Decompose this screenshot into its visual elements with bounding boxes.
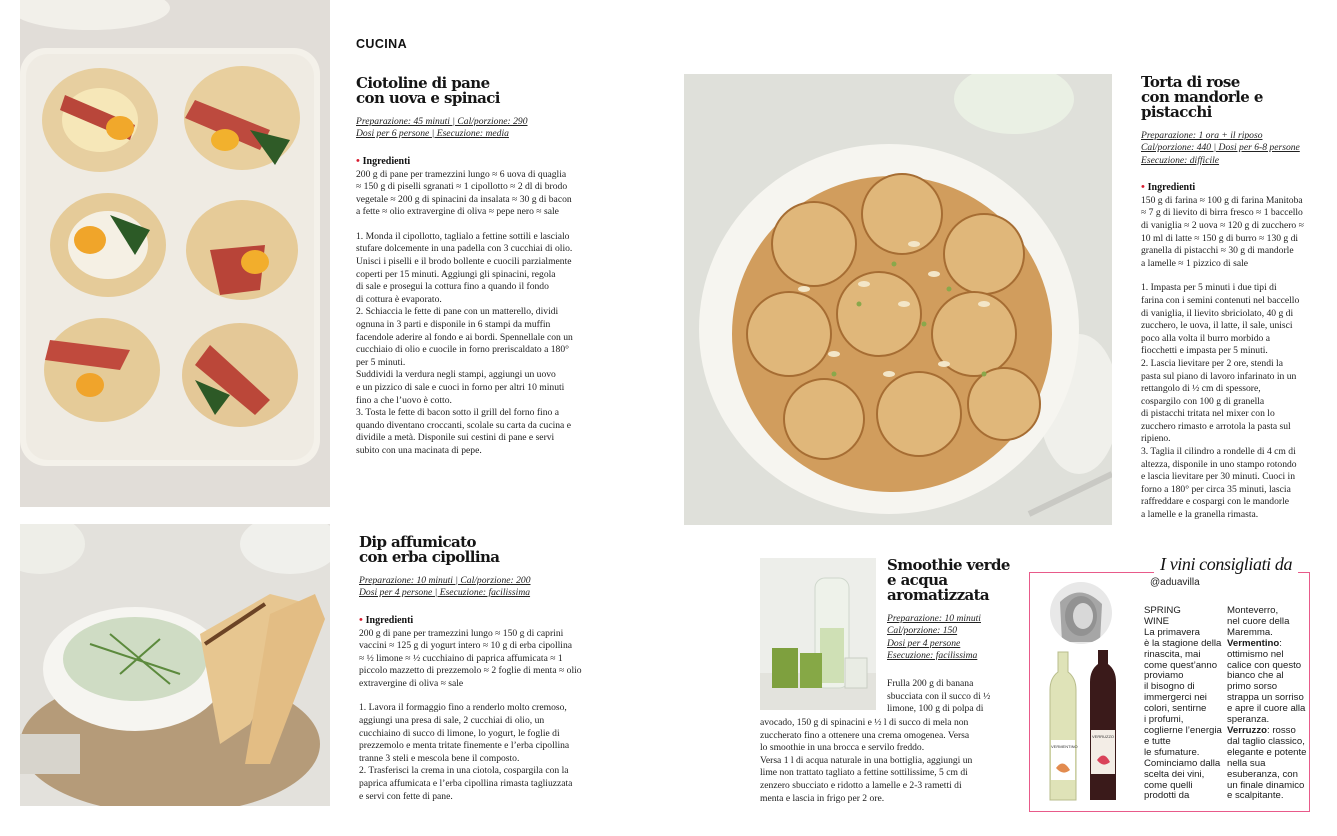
step-line: facendole aderire al fondo e ai bordi. Spennellale con un [356,331,573,343]
recipe-title-line: con mandorle e pistacchi [1141,88,1263,121]
wine-line: come quelli [1144,779,1193,791]
wine-line: Cominciamo dalla [1144,757,1221,769]
wine-line: il bisogno di [1144,681,1195,693]
section-label: CUCINA [356,37,408,51]
wine-bottles-image [1040,650,1130,802]
recipe-title-line: con erba cipollina [359,548,500,566]
wine-line: rinascita, mai [1144,648,1201,660]
ingredients-label: Ingredienti [1147,181,1196,193]
step-line: di cottura è evaporato. [356,293,442,305]
wine-line: elegante e potente [1227,746,1307,758]
wine-line [1227,639,1309,650]
step-line: quando diventano croccanti, scolale su carta da cucina e [356,419,571,431]
bullet-dot-icon: • [359,613,366,626]
step-line: lime non trattato tagliato a fettine sottilissime, 5 cm di [760,767,968,779]
step-line: Unisci i piselli e il brodo bollente e cuocili parzialmente [356,256,572,268]
step-line: Versa 1 l di acqua naturale in una bottiglia, aggiungi un [760,754,973,766]
meta-line: Esecuzione: difficile [1141,154,1220,166]
step-line: lo smoothie in una brocca e servilo freddo. [760,742,925,754]
wine-line: come quest’anno [1144,659,1218,671]
wine-line: proviamo [1144,670,1184,682]
wine-line: primo sorso [1227,681,1278,693]
wine-line-rest: : [1279,637,1282,649]
ingredients-label: Ingredienti [365,614,414,626]
step-line: 3. Taglia il cilindro a rondelle di 4 cm di [1141,446,1296,458]
step-line: a lamelle e la granella rimasta. [1141,509,1259,521]
wine-heading: SPRING [1144,605,1181,616]
step-line: pasta sul piano di lavoro infarinato in un [1141,370,1297,382]
ingredients-heading [1141,181,1331,195]
wine-line: nella sua [1227,757,1266,769]
recipe-steps [359,702,619,803]
recipe-meta [356,116,616,141]
step-line: fiocchetti e impasta per 5 minuti. [1141,345,1268,357]
author-handle: @aduavilla [1150,577,1200,588]
step-line: avocado, 150 g di spinacini e ½ l di succo di mela non [760,717,969,728]
step-line: di vaniglia, il lievito sbriciolato, 40 g di [1141,307,1294,319]
recipe-title-line: aromatizzata [887,586,990,604]
wine-box-title: I vini consigliati da [1154,554,1298,575]
ingredient-line: ≈ 150 g di piselli sgranati ≈ 1 cipollotto ≈ 2 dl di brodo [356,181,568,193]
step-line: 2. Schiaccia le fette di pane con un matterello, dividi [356,306,559,318]
wine-line: dal taglio classico, [1227,735,1305,747]
photo-bread-cups [20,0,330,507]
meta-line: Cal/porzione: 150 [887,625,958,637]
step-line: coperti per 15 minuti. Aggiungi gli spinacini, regola [356,268,556,280]
step-line: e un pizzico di sale e cuoci in forno per altri 10 minuti [356,382,565,393]
ingredient-line: 10 ml di latte ≈ 150 g di burro ≈ 130 g di [1141,232,1299,244]
recipe-ciotoline [356,76,616,458]
step-line: fino a che l’uovo è cotto. [356,394,452,406]
ingredients-label: Ingredienti [362,155,411,167]
wine-line: e apre il cuore alla [1227,703,1306,715]
wine-line: bianco che al [1227,670,1284,682]
step-line: forno a 180° per circa 35 minuti, lascia [1141,483,1291,495]
photo-rose-cake [684,74,1112,525]
step-line: sbucciata con il succo di ½ [887,690,991,702]
step-line: 1. Monda il cipollotto, taglialo a fettine sottili e lascialo [356,230,570,242]
step-line: e lascia lievitare per 30 minuti. Cuoci in [1141,471,1295,483]
ingredient-line: extravergine di oliva ≈ sale [359,677,464,689]
meta-line: Preparazione: 45 minuti | Cal/porzione: 290 [356,116,528,127]
step-line: aggiungi una presa di sale, 2 cucchiai di olio, un [359,715,545,727]
step-line: zucchero, le uova, il latte, il sale, unisci [1141,320,1293,332]
step-line: farina con i semini contenuti nel baccello [1141,294,1300,306]
step-line: cucchiaino di succo di limone, lo yogurt, le foglie di [359,727,560,739]
meta-line: Dosi per 4 persone | Esecuzione: facilissima [359,587,531,599]
step-line: zenzero sbucciato e ridotto a lamelle e 2-3 rametti di [760,779,962,791]
ingredient-line: piccolo mazzetto di prezzemolo ≈ 2 foglie di menta ≈ olio [359,665,582,677]
step-line: di pistacchi tritata nel mixer con lo [1141,408,1275,420]
wine-line: le sfumature. [1144,746,1200,758]
meta-line: Dosi per 4 persone [887,637,961,649]
step-line: tranne 3 steli e mescola bene il composto. [359,752,520,764]
wine-line: esuberanza, con [1227,768,1298,780]
step-line: altezza, disponile in uno stampo rotondo [1141,458,1297,470]
ingredient-line: 150 g di farina ≈ 100 g di farina Manitoba [1141,194,1303,206]
ingredient-line: vegetale ≈ 200 g di spinacini da insalata ≈ 30 g di bacon [356,193,572,205]
step-line: Suddividi la verdura negli stampi, aggiungi un uovo [356,369,556,381]
ingredients-heading [356,155,616,169]
step-line: 1. Impasta per 5 minuti i due tipi di [1141,282,1277,294]
wine-line: La primavera [1144,626,1200,638]
recipe-title-line: e acqua [887,571,948,589]
photo-dip [20,524,330,806]
step-line: ognuna in 3 parti e disponile in 6 stampi da muffin [356,319,551,331]
ingredients-heading [359,614,619,628]
step-line: poco alla volta il burro morbido a [1141,332,1270,344]
step-line: 2. Trasferisci la crema in una ciotola, cospargila con la [359,765,569,777]
step-line: cospargilo con 100 g di granella [1141,395,1265,407]
wine-name-verruzzo: Verruzzo [1227,724,1267,736]
meta-line: Esecuzione: facilissima [887,649,978,661]
recipe-dip [359,535,619,803]
step-line: rettangolo di ½ cm di spessore, [1141,383,1261,395]
ingredient-line: 200 g di pane per tramezzini lungo ≈ 6 uova di quaglia [356,168,567,180]
recipe-smoothie-header [887,558,1017,662]
wine-line: strappa un sorriso [1227,692,1304,704]
wine-line: colori, sentirne [1144,703,1207,715]
step-line: Frulla 200 g di banana [887,678,974,689]
wine-line: e tutte [1144,735,1171,747]
step-line: stufare dolcemente in una padella con 3 cucchiai di olio. [356,243,573,255]
step-line: paprica affumicata e l’erba cipollina rimasta tagliuzzata [359,778,573,790]
step-line: per 5 minuti. [356,356,406,368]
wine-line: Maremma. [1227,626,1273,638]
step-line: dividile a metà. Disponile sui cestini di pane e servi [356,432,555,444]
wine-line: Monteverro, [1227,605,1279,616]
ingredient-line: di vaniglia ≈ 2 uova ≈ 120 g di zucchero ≈ [1141,219,1304,231]
step-line: ripieno. [1141,433,1171,445]
meta-line: Cal/porzione: 440 | Dosi per 6-8 persone [1141,142,1300,154]
wine-line: ottimismo nel [1227,648,1284,660]
wine-line: i profumi, [1144,714,1184,726]
step-line: cucchiaio di olio e cuocile in forno preriscaldato a 180° [356,344,569,356]
recipe-steps [356,231,616,458]
recipe-meta [887,613,1017,662]
recipe-title-line: Smoothie verde [887,556,1010,574]
wine-text-col-1 [1144,606,1224,802]
wine-text-col-2 [1227,606,1309,802]
photo-smoothie [760,558,876,710]
wine-line: nel cuore della [1227,615,1290,627]
ingredient-line: ≈ ½ limone ≈ ½ cucchiaino di paprica affumicata ≈ 1 [359,652,563,664]
smoothie-text-narrow [887,678,1017,716]
wine-line: un finale dinamico [1227,779,1305,791]
recipe-meta [1141,130,1331,167]
ingredient-line: a lamelle ≈ 1 pizzico di sale [1141,257,1249,269]
step-line: 2. Lascia lievitare per 2 ore, stendi la [1141,357,1283,369]
ingredients-list [359,628,619,691]
recipe-title-line: Ciotoline di pane [356,74,490,92]
wine-line: scelta dei vini, [1144,768,1205,780]
meta-line: Preparazione: 1 ora + il riposo [1141,130,1263,141]
step-line: limone, 100 g di polpa di [887,703,984,715]
wine-line: è la stagione della [1144,637,1222,649]
ingredient-line: ≈ 7 g di lievito di birra fresco ≈ 1 baccello [1141,207,1303,219]
recipe-title-line: con uova e spinaci [356,89,500,107]
red-wine-label: VERRUZZO [1092,734,1114,739]
wine-line: e scalpitante. [1227,790,1284,802]
step-line: prezzemolo e menta tritate finemente e l’erba cipollina [359,740,570,752]
meta-line: Preparazione: 10 minuti | Cal/porzione: 200 [359,575,531,586]
ingredient-line: 200 g di pane per tramezzini lungo ≈ 150 g di caprini [359,627,564,639]
recipe-title-line: Torta di rose [1141,73,1240,91]
meta-line: Dosi per 6 persone | Esecuzione: media [356,128,509,140]
step-line: zucchero rimasto e arrotola la pasta sul [1141,420,1291,432]
step-line: raffreddare e cospargi con le mandorle [1141,496,1290,508]
wine-line: prodotti da [1144,790,1190,802]
wine-line-rest: : rosso [1267,724,1296,736]
smoothie-text-wide [760,717,1022,805]
bullet-dot-icon: • [1141,180,1148,193]
step-line: di sale e prosegui la cottura fino a quando il fondo [356,281,549,293]
wine-line: immergerci nei [1144,692,1207,704]
meta-line: Preparazione: 10 minuti [887,613,981,624]
step-line: 3. Tosta le fette di bacon sotto il grill del forno fino a [356,407,559,419]
step-line: menta e lascia in frigo per 2 ore. [760,792,885,804]
recipe-torta [1141,75,1331,522]
step-line: e servi con fette di pane. [359,790,453,802]
wine-line: coglierne l’energia [1144,724,1222,736]
bullet-dot-icon: • [356,154,363,167]
ingredients-list [356,169,616,219]
recipe-meta [359,575,619,600]
recipe-steps [1141,282,1331,521]
step-line: zuccherato fino a ottenere una crema omogenea. Versa [760,729,970,741]
recipe-title-line: Dip affumicato [359,533,476,551]
ingredient-line: granella di pistacchi ≈ 30 g di mandorle [1141,245,1294,257]
wine-name-vermentino: Vermentino [1227,637,1280,649]
white-wine-label: VERMENTINO [1051,744,1078,749]
ingredient-line: a fette ≈ olio extravergine di oliva ≈ pepe nero ≈ sale [356,206,559,218]
step-line: subito con una macinata di pepe. [356,444,482,456]
wine-line: calice con questo [1227,659,1302,671]
avatar [1050,582,1112,644]
step-line: 1. Lavora il formaggio fino a renderlo molto cremoso, [359,702,567,714]
ingredient-line: vaccini ≈ 125 g di yogurt intero ≈ 10 g di erba cipollina [359,640,573,652]
wine-heading: WINE [1144,615,1170,627]
wine-line: speranza. [1227,714,1270,726]
ingredients-list [1141,195,1331,271]
